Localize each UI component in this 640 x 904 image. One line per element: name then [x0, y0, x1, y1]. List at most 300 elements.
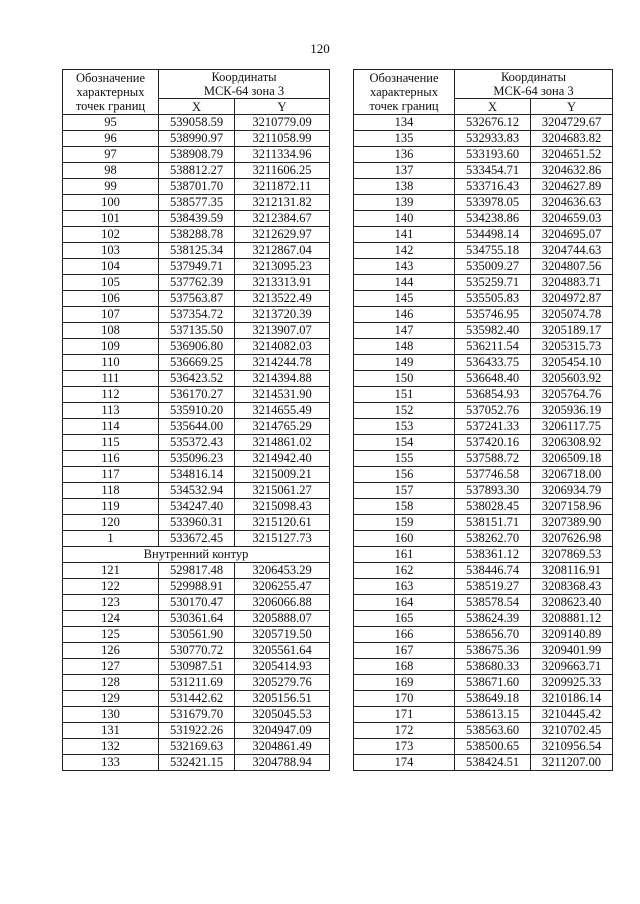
point-number: 142	[354, 243, 455, 259]
table-row	[354, 627, 613, 643]
y-coordinate: 3210445.42	[531, 707, 613, 723]
table-row	[354, 163, 613, 179]
table-row	[63, 371, 330, 387]
y-coordinate: 3206453.29	[235, 563, 330, 579]
x-coordinate: 534498.14	[455, 227, 531, 243]
y-coordinate: 3206509.18	[531, 451, 613, 467]
x-coordinate: 536906.80	[159, 339, 235, 355]
x-coordinate: 537135.50	[159, 323, 235, 339]
point-number: 156	[354, 467, 455, 483]
coordinates-header	[159, 70, 330, 99]
point-number: 170	[354, 691, 455, 707]
table-row	[63, 323, 330, 339]
x-header: X	[455, 99, 531, 115]
y-coordinate: 3214942.40	[235, 451, 330, 467]
y-coordinate: 3206308.92	[531, 435, 613, 451]
y-coordinate: 3205045.53	[235, 707, 330, 723]
point-number: 141	[354, 227, 455, 243]
point-number: 168	[354, 659, 455, 675]
x-coordinate: 532421.15	[159, 755, 235, 771]
x-coordinate: 538990.97	[159, 131, 235, 147]
x-coordinate: 535009.27	[455, 259, 531, 275]
point-number: 135	[354, 131, 455, 147]
y-coordinate: 3215120.61	[235, 515, 330, 531]
table-row	[63, 675, 330, 691]
table-row	[354, 579, 613, 595]
y-coordinate: 3209140.89	[531, 627, 613, 643]
point-number: 137	[354, 163, 455, 179]
point-number: 132	[63, 739, 159, 755]
point-number: 128	[63, 675, 159, 691]
section-label: Внутренний контур	[63, 547, 330, 563]
point-number: 122	[63, 579, 159, 595]
x-coordinate: 538578.54	[455, 595, 531, 611]
point-number: 160	[354, 531, 455, 547]
point-number: 148	[354, 339, 455, 355]
table-row	[63, 243, 330, 259]
y-coordinate: 3204807.56	[531, 259, 613, 275]
y-coordinate: 3207158.96	[531, 499, 613, 515]
table-row	[63, 659, 330, 675]
table-row	[354, 451, 613, 467]
y-coordinate: 3210779.09	[235, 115, 330, 131]
coordinates-header-line1: Координаты	[211, 70, 277, 84]
table-row	[63, 483, 330, 499]
y-coordinate: 3215009.21	[235, 467, 330, 483]
x-coordinate: 530561.90	[159, 627, 235, 643]
table-row	[354, 723, 613, 739]
x-coordinate: 538701.70	[159, 179, 235, 195]
point-number: 146	[354, 307, 455, 323]
x-coordinate: 536170.27	[159, 387, 235, 403]
table-row	[354, 675, 613, 691]
y-coordinate: 3215127.73	[235, 531, 330, 547]
y-coordinate: 3213907.07	[235, 323, 330, 339]
y-coordinate: 3214655.49	[235, 403, 330, 419]
y-coordinate: 3209663.71	[531, 659, 613, 675]
x-coordinate: 538675.36	[455, 643, 531, 659]
point-number: 163	[354, 579, 455, 595]
point-number: 145	[354, 291, 455, 307]
x-coordinate: 535372.43	[159, 435, 235, 451]
x-coordinate: 530987.51	[159, 659, 235, 675]
x-coordinate: 529988.91	[159, 579, 235, 595]
point-number: 151	[354, 387, 455, 403]
table-row	[354, 659, 613, 675]
table-row	[63, 595, 330, 611]
x-coordinate: 535505.83	[455, 291, 531, 307]
point-number: 157	[354, 483, 455, 499]
x-coordinate: 538613.15	[455, 707, 531, 723]
x-coordinate: 534816.14	[159, 467, 235, 483]
table-row	[354, 131, 613, 147]
y-coordinate: 3208116.91	[531, 563, 613, 579]
point-number: 99	[63, 179, 159, 195]
point-number: 109	[63, 339, 159, 355]
x-coordinate: 531679.70	[159, 707, 235, 723]
point-number: 101	[63, 211, 159, 227]
point-number: 127	[63, 659, 159, 675]
x-coordinate: 538361.12	[455, 547, 531, 563]
y-coordinate: 3206934.79	[531, 483, 613, 499]
x-coordinate: 533193.60	[455, 147, 531, 163]
x-coordinate: 538908.79	[159, 147, 235, 163]
point-number: 140	[354, 211, 455, 227]
point-number: 108	[63, 323, 159, 339]
x-coordinate: 538262.70	[455, 531, 531, 547]
point-number: 112	[63, 387, 159, 403]
point-number: 100	[63, 195, 159, 211]
y-coordinate: 3205603.92	[531, 371, 613, 387]
table-row	[63, 131, 330, 147]
x-coordinate: 532933.83	[455, 131, 531, 147]
designation-header	[354, 70, 455, 115]
y-coordinate: 3205888.07	[235, 611, 330, 627]
table-row	[63, 755, 330, 771]
point-number: 153	[354, 419, 455, 435]
y-coordinate: 3208881.12	[531, 611, 613, 627]
point-number: 162	[354, 563, 455, 579]
table-row	[354, 611, 613, 627]
y-coordinate: 3204947.09	[235, 723, 330, 739]
x-coordinate: 537563.87	[159, 291, 235, 307]
x-coordinate: 534532.94	[159, 483, 235, 499]
x-coordinate: 538446.74	[455, 563, 531, 579]
point-number: 104	[63, 259, 159, 275]
y-coordinate: 3210956.54	[531, 739, 613, 755]
y-coordinate: 3205764.76	[531, 387, 613, 403]
point-number: 167	[354, 643, 455, 659]
x-coordinate: 538151.71	[455, 515, 531, 531]
table-row	[354, 483, 613, 499]
table-row	[63, 739, 330, 755]
x-coordinate: 535096.23	[159, 451, 235, 467]
table-row	[63, 147, 330, 163]
point-number: 121	[63, 563, 159, 579]
point-number: 124	[63, 611, 159, 627]
point-number: 161	[354, 547, 455, 563]
left-table-body-b	[63, 563, 330, 771]
table-row	[63, 195, 330, 211]
x-coordinate: 538649.18	[455, 691, 531, 707]
y-coordinate: 3205074.78	[531, 307, 613, 323]
point-number: 143	[354, 259, 455, 275]
x-coordinate: 529817.48	[159, 563, 235, 579]
x-coordinate: 538519.27	[455, 579, 531, 595]
y-coordinate: 3204729.67	[531, 115, 613, 131]
x-coordinate: 535910.20	[159, 403, 235, 419]
y-coordinate: 3213720.39	[235, 307, 330, 323]
point-number: 110	[63, 355, 159, 371]
point-number: 136	[354, 147, 455, 163]
point-number: 116	[63, 451, 159, 467]
point-number: 123	[63, 595, 159, 611]
table-row	[63, 435, 330, 451]
y-coordinate: 3204788.94	[235, 755, 330, 771]
point-number: 154	[354, 435, 455, 451]
point-number: 172	[354, 723, 455, 739]
x-coordinate: 535982.40	[455, 323, 531, 339]
point-number: 118	[63, 483, 159, 499]
y-coordinate: 3212629.97	[235, 227, 330, 243]
x-coordinate: 533672.45	[159, 531, 235, 547]
y-coordinate: 3207389.90	[531, 515, 613, 531]
table-row	[63, 691, 330, 707]
coordinates-header-line1: Координаты	[500, 70, 567, 84]
y-coordinate: 3214531.90	[235, 387, 330, 403]
y-coordinate: 3206255.47	[235, 579, 330, 595]
y-coordinate: 3204695.07	[531, 227, 613, 243]
y-coordinate: 3208368.43	[531, 579, 613, 595]
x-coordinate: 539058.59	[159, 115, 235, 131]
y-coordinate: 3209401.99	[531, 643, 613, 659]
point-number: 155	[354, 451, 455, 467]
point-number: 97	[63, 147, 159, 163]
right-table-body	[354, 115, 613, 771]
table-row	[63, 707, 330, 723]
x-coordinate: 537949.71	[159, 259, 235, 275]
y-coordinate: 3209925.33	[531, 675, 613, 691]
y-coordinate: 3215061.27	[235, 483, 330, 499]
table-row	[63, 115, 330, 131]
x-coordinate: 538812.27	[159, 163, 235, 179]
x-coordinate: 538563.60	[455, 723, 531, 739]
y-coordinate: 3211058.99	[235, 131, 330, 147]
point-number: 139	[354, 195, 455, 211]
y-coordinate: 3204861.49	[235, 739, 330, 755]
table-row	[354, 275, 613, 291]
y-coordinate: 3205454.10	[531, 355, 613, 371]
x-coordinate: 537354.72	[159, 307, 235, 323]
x-coordinate: 535746.95	[455, 307, 531, 323]
table-row	[354, 355, 613, 371]
y-coordinate: 3214394.88	[235, 371, 330, 387]
x-coordinate: 533716.43	[455, 179, 531, 195]
point-number: 125	[63, 627, 159, 643]
y-coordinate: 3208623.40	[531, 595, 613, 611]
table-row	[354, 307, 613, 323]
table-row	[354, 115, 613, 131]
x-coordinate: 536211.54	[455, 339, 531, 355]
table-row	[354, 435, 613, 451]
point-number: 126	[63, 643, 159, 659]
x-coordinate: 533960.31	[159, 515, 235, 531]
table-row	[354, 147, 613, 163]
table-row	[354, 531, 613, 547]
table-row	[63, 499, 330, 515]
page-number: 120	[310, 41, 330, 56]
y-coordinate: 3211606.25	[235, 163, 330, 179]
table-row	[354, 563, 613, 579]
designation-header-line1: Обозначение	[75, 71, 146, 85]
table-row	[63, 643, 330, 659]
coordinates-header	[455, 70, 613, 99]
point-number: 98	[63, 163, 159, 179]
y-coordinate: 3206117.75	[531, 419, 613, 435]
x-coordinate: 538624.39	[455, 611, 531, 627]
x-coordinate: 538125.34	[159, 243, 235, 259]
x-coordinate: 537420.16	[455, 435, 531, 451]
table-row	[354, 467, 613, 483]
x-coordinate: 538671.60	[455, 675, 531, 691]
x-coordinate: 537762.39	[159, 275, 235, 291]
point-number: 174	[354, 755, 455, 771]
y-coordinate: 3205156.51	[235, 691, 330, 707]
table-row	[63, 339, 330, 355]
x-coordinate: 536854.93	[455, 387, 531, 403]
y-coordinate: 3207869.53	[531, 547, 613, 563]
point-number: 152	[354, 403, 455, 419]
point-number: 149	[354, 355, 455, 371]
x-coordinate: 538288.78	[159, 227, 235, 243]
point-number: 165	[354, 611, 455, 627]
table-row	[354, 227, 613, 243]
y-coordinate: 3204683.82	[531, 131, 613, 147]
x-coordinate: 534755.18	[455, 243, 531, 259]
table-row	[63, 467, 330, 483]
designation-header-line2: характерных	[370, 85, 438, 99]
point-number: 134	[354, 115, 455, 131]
x-coordinate: 535644.00	[159, 419, 235, 435]
table-row	[354, 755, 613, 771]
point-number: 138	[354, 179, 455, 195]
point-number: 131	[63, 723, 159, 739]
y-coordinate: 3205561.64	[235, 643, 330, 659]
point-number: 133	[63, 755, 159, 771]
point-number: 130	[63, 707, 159, 723]
table-row	[354, 547, 613, 563]
x-coordinate: 531211.69	[159, 675, 235, 691]
table-row	[354, 739, 613, 755]
coordinates-header-line2: МСК-64 зона 3	[493, 84, 574, 98]
y-coordinate: 3212131.82	[235, 195, 330, 211]
table-row	[63, 515, 330, 531]
table-row	[354, 179, 613, 195]
point-number: 119	[63, 499, 159, 515]
x-coordinate: 536648.40	[455, 371, 531, 387]
table-row	[63, 579, 330, 595]
designation-header-line1: Обозначение	[369, 71, 439, 85]
table-row	[63, 307, 330, 323]
y-coordinate: 3204972.87	[531, 291, 613, 307]
x-coordinate: 538680.33	[455, 659, 531, 675]
x-coordinate: 537241.33	[455, 419, 531, 435]
y-coordinate: 3204744.63	[531, 243, 613, 259]
y-coordinate: 3206718.00	[531, 467, 613, 483]
y-coordinate: 3204659.03	[531, 211, 613, 227]
table-row	[63, 163, 330, 179]
table-row	[354, 243, 613, 259]
table-row	[354, 515, 613, 531]
point-number: 113	[63, 403, 159, 419]
table-row	[63, 259, 330, 275]
y-coordinate: 3214765.29	[235, 419, 330, 435]
y-coordinate: 3205279.76	[235, 675, 330, 691]
table-row	[63, 211, 330, 227]
table-row	[63, 451, 330, 467]
point-number: 171	[354, 707, 455, 723]
table-row	[63, 355, 330, 371]
x-coordinate: 537746.58	[455, 467, 531, 483]
designation-header	[63, 70, 159, 115]
point-number: 117	[63, 467, 159, 483]
y-coordinate: 3204651.52	[531, 147, 613, 163]
x-coordinate: 533454.71	[455, 163, 531, 179]
y-coordinate: 3206066.88	[235, 595, 330, 611]
y-coordinate: 3212384.67	[235, 211, 330, 227]
table-row	[63, 179, 330, 195]
point-number: 1	[63, 531, 159, 547]
y-coordinate: 3213313.91	[235, 275, 330, 291]
x-coordinate: 530170.47	[159, 595, 235, 611]
y-coordinate: 3211207.00	[531, 755, 613, 771]
x-coordinate: 531442.62	[159, 691, 235, 707]
x-coordinate: 536433.75	[455, 355, 531, 371]
table-row	[354, 211, 613, 227]
designation-header-line2: характерных	[76, 85, 145, 99]
y-coordinate: 3214861.02	[235, 435, 330, 451]
table-row	[354, 195, 613, 211]
y-coordinate: 3204883.71	[531, 275, 613, 291]
x-coordinate: 533978.05	[455, 195, 531, 211]
point-number: 164	[354, 595, 455, 611]
point-number: 147	[354, 323, 455, 339]
x-coordinate: 536669.25	[159, 355, 235, 371]
point-number: 96	[63, 131, 159, 147]
x-coordinate: 532676.12	[455, 115, 531, 131]
y-coordinate: 3204636.63	[531, 195, 613, 211]
point-number: 166	[354, 627, 455, 643]
x-coordinate: 530770.72	[159, 643, 235, 659]
point-number: 150	[354, 371, 455, 387]
y-coordinate: 3210702.45	[531, 723, 613, 739]
x-coordinate: 537588.72	[455, 451, 531, 467]
x-coordinate: 534238.86	[455, 211, 531, 227]
point-number: 120	[63, 515, 159, 531]
point-number: 107	[63, 307, 159, 323]
point-number: 173	[354, 739, 455, 755]
point-number: 114	[63, 419, 159, 435]
point-number: 95	[63, 115, 159, 131]
x-coordinate: 531922.26	[159, 723, 235, 739]
coordinates-table-left	[62, 69, 330, 771]
point-number: 169	[354, 675, 455, 691]
y-coordinate: 3211872.11	[235, 179, 330, 195]
table-row	[63, 275, 330, 291]
y-coordinate: 3215098.43	[235, 499, 330, 515]
table-row	[63, 403, 330, 419]
table-row	[354, 691, 613, 707]
table-row	[354, 643, 613, 659]
x-coordinate: 537893.30	[455, 483, 531, 499]
table-row	[63, 387, 330, 403]
y-coordinate: 3213522.49	[235, 291, 330, 307]
point-number: 129	[63, 691, 159, 707]
table-row	[354, 403, 613, 419]
table-row	[63, 563, 330, 579]
x-coordinate: 538577.35	[159, 195, 235, 211]
y-coordinate: 3207626.98	[531, 531, 613, 547]
table-row	[354, 707, 613, 723]
table-row	[354, 387, 613, 403]
point-number: 144	[354, 275, 455, 291]
x-coordinate: 535259.71	[455, 275, 531, 291]
point-number: 105	[63, 275, 159, 291]
x-coordinate: 530361.64	[159, 611, 235, 627]
y-coordinate: 3205414.93	[235, 659, 330, 675]
x-coordinate: 534247.40	[159, 499, 235, 515]
y-coordinate: 3204632.86	[531, 163, 613, 179]
